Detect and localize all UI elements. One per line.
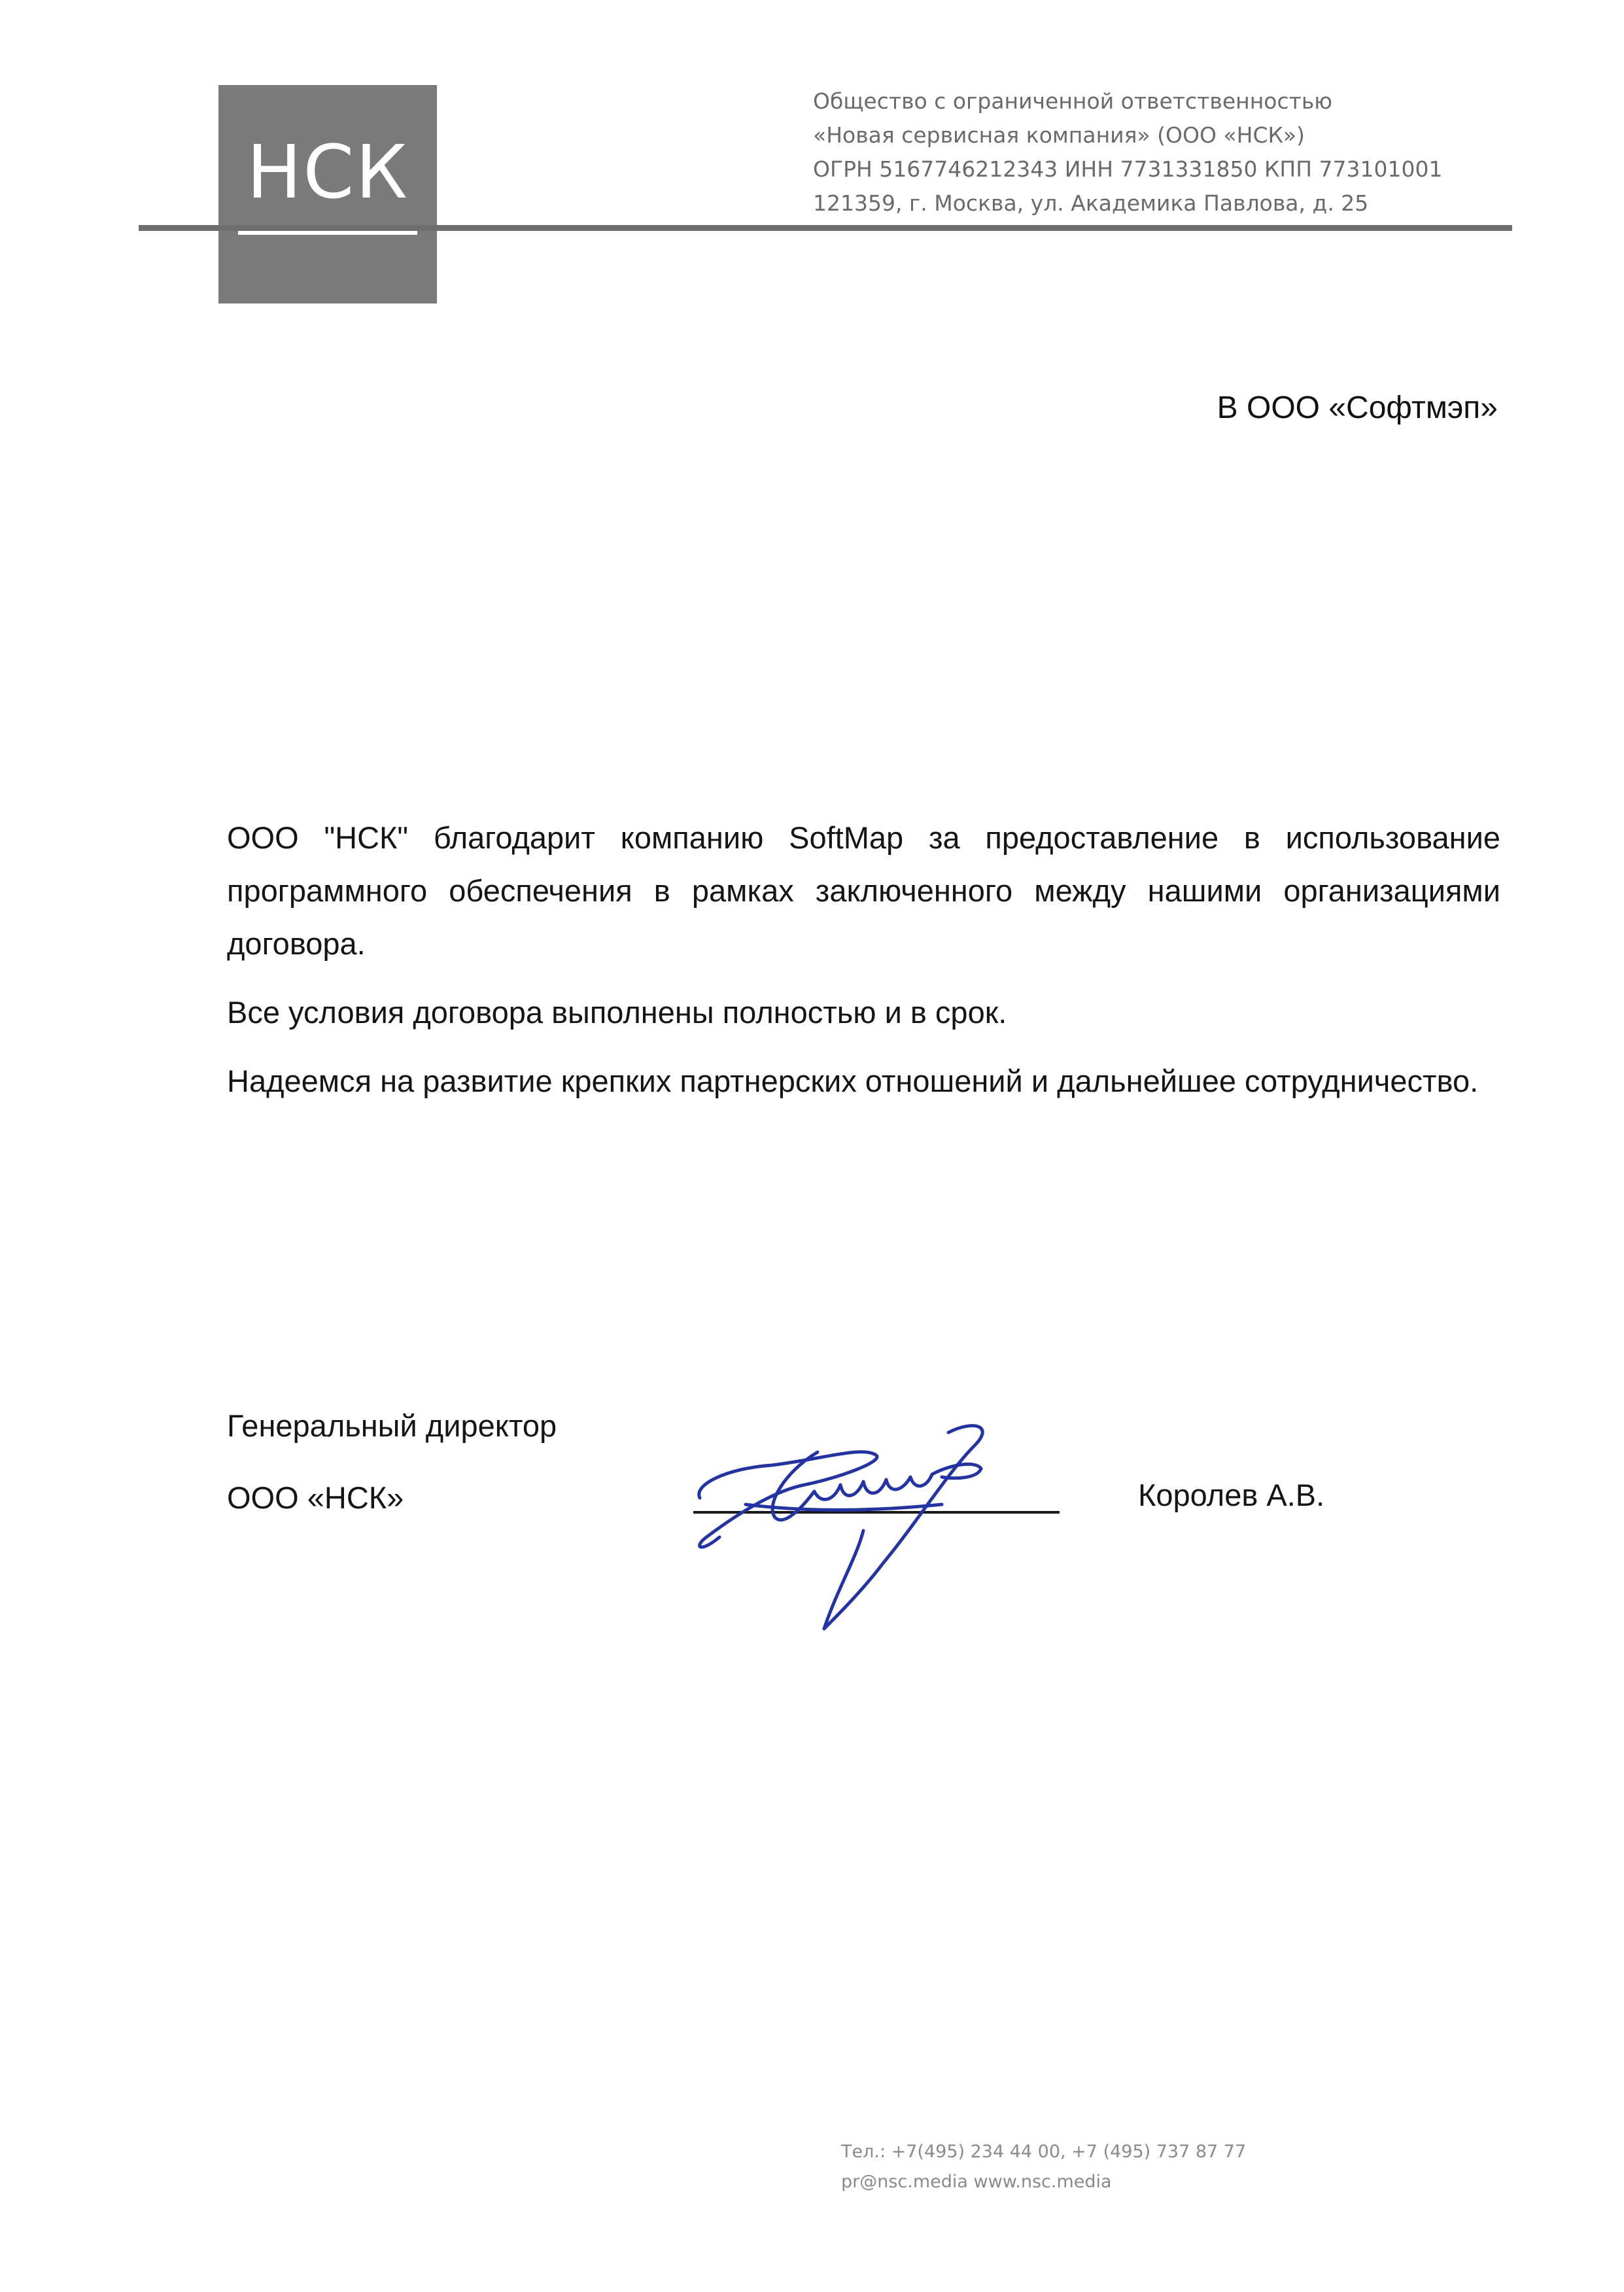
body-paragraph: Надеемся на развитие крепких партнерских отношений и дальнейшее сотрудничество.	[227, 1064, 1479, 1098]
requisites-company-name: Общество с ограниченной ответственностью	[813, 88, 1333, 114]
logo-underline	[238, 230, 417, 235]
footer-contacts: pr@nsc.media www.nsc.media	[841, 2172, 1112, 2192]
requisites-address: 121359, г. Москва, ул. Академика Павлова, д. 25	[813, 190, 1369, 216]
header-divider	[139, 225, 1512, 231]
body-paragraph: Все условия договора выполнены полностью и в срок.	[227, 995, 1007, 1030]
footer-phones: Тел.: +7(495) 234 44 00, +7 (495) 737 87 77	[841, 2142, 1247, 2162]
company-logo	[218, 85, 437, 304]
requisites-short-name: «Новая сервисная компания» (ООО «НСК»)	[813, 122, 1305, 148]
body-paragraph: ООО "НСК" благодарит компанию SoftMap за предоставление в использование программного обеспечения в рамках заключенного между нашими организациями договора.	[227, 820, 1500, 961]
handwritten-signature	[667, 1406, 1060, 1642]
logo-text: НСК	[247, 130, 409, 215]
addressee: В ООО «Софтмэп»	[1217, 391, 1498, 425]
signatory-title: Генеральный директор	[227, 1408, 557, 1443]
letter-body	[227, 811, 1500, 1123]
requisites-registration: ОГРН 5167746212343 ИНН 7731331850 КПП 773101001	[813, 156, 1443, 182]
signatory-organization: ООО «НСК»	[227, 1480, 404, 1515]
signatory-name: Королев А.В.	[1138, 1478, 1325, 1512]
